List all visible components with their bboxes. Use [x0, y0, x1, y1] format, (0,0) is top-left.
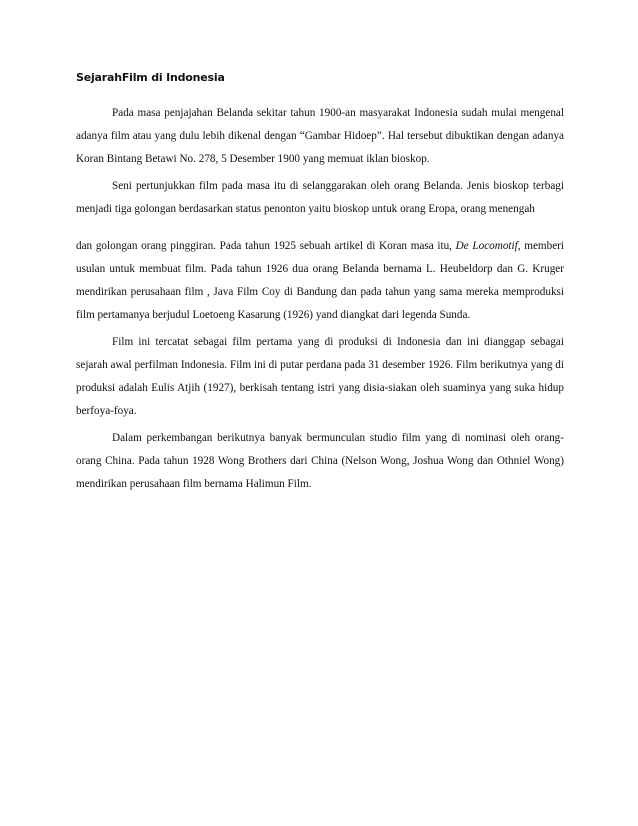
- paragraph-first-film-end: , memberi usulan untuk membuat film. Pada tahun 1926 dua orang Belanda bernama L. Heubeldorp dan G. Kruger mendirikan perusahaan film , Java Film Coy di Bandung dan pada tahun yang sama mereka memproduksi film pertamanya berjudul Loetoeng Kasarung (1926) yand diangkat dari legenda Sunda.: [76, 240, 565, 321]
- paragraph-first-film: [76, 235, 564, 327]
- paragraph-history: Film ini tercatat sebagai film pertama yang di produksi di Indonesia dan ini dianggap sebagai sejarah awal perfilman Indonesia. Film ini di putar perdana pada 31 desember 1926. Film berikutnya yang di produksi adalah Eulis Atjih (1927), berkisah tentang istri yang disia-siakan oleh suaminya yang suka hidup berfoya-foya.: [76, 336, 564, 417]
- paragraph-intro: Pada masa penjajahan Belanda sekitar tahun 1900-an masyarakat Indonesia sudah mulai mengenal adanya film atau yang dulu lebih dikenal dengan “Gambar Hidoep”. Hal tersebut dibuktikan dengan adanya Koran Bintang Betawi No. 278, 5 Desember 1900 yang memuat iklan bioskop.: [76, 107, 564, 165]
- newspaper-name: De Locomotif: [455, 240, 518, 252]
- document-body: [76, 70, 564, 500]
- paragraph-cinema-classes: Seni pertunjukkan film pada masa itu di selanggarakan oleh orang Belanda. Jenis bioskop terbagi menjadi tiga golongan berdasarkan status penonton yaitu bioskop untuk orang Eropa, orang menengah: [76, 180, 564, 215]
- paragraph-first-film-start: dan golongan orang pinggiran. Pada tahun 1925 sebuah artikel di Koran masa itu,: [76, 240, 456, 252]
- document-title: SejarahFilm di Indonesia: [76, 71, 225, 84]
- paragraph-studios: Dalam perkembangan berikutnya banyak bermunculan studio film yang di nominasi oleh orang-orang China. Pada tahun 1928 Wong Brothers dari China (Nelson Wong, Joshua Wong dan Othniel Wong) mendirikan perusahaan film bernama Halimun Film.: [76, 432, 564, 490]
